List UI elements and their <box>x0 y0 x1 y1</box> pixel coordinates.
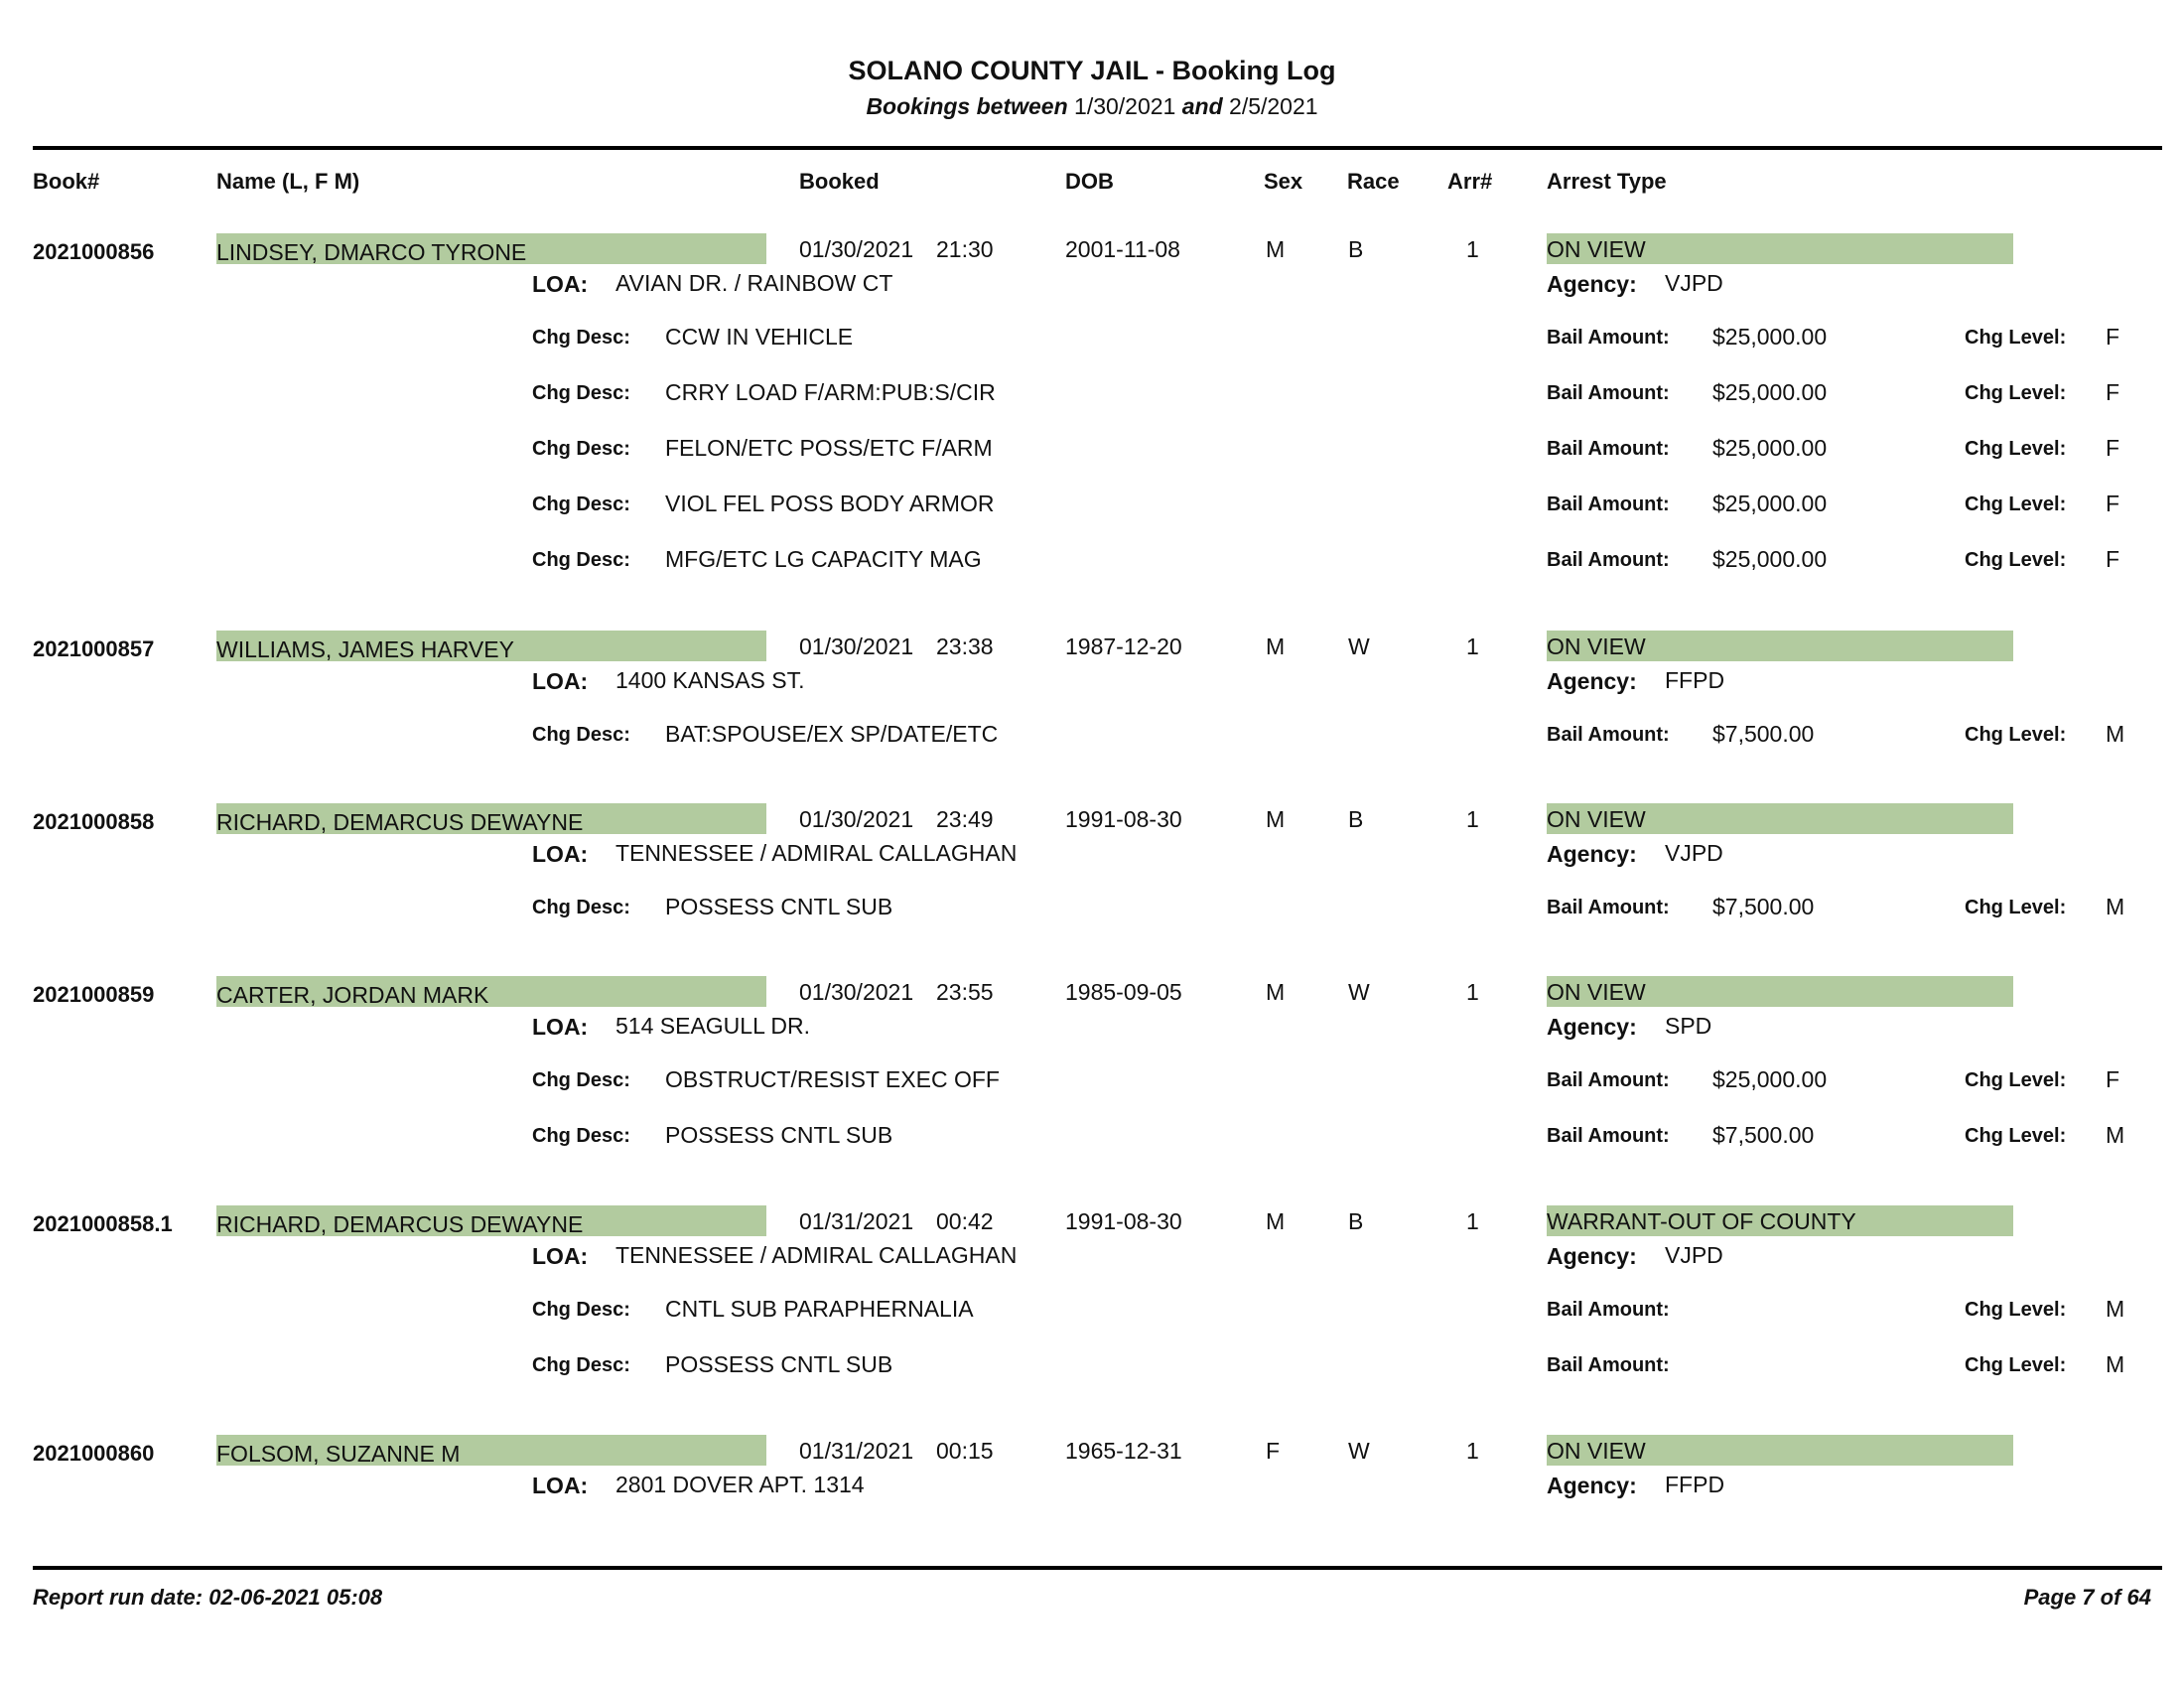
chg-level-label: Chg Level: <box>1965 1125 2067 1147</box>
dob: 1991-08-30 <box>1065 1208 1182 1234</box>
race: W <box>1348 1438 1370 1464</box>
chg-desc-label: Chg Desc: <box>532 1299 630 1321</box>
arrest-type: ON VIEW <box>1547 979 1646 1005</box>
booking-number: 2021000856 <box>33 239 155 264</box>
loa-value: 514 SEAGULL DR. <box>615 1013 811 1039</box>
booked-time: 23:38 <box>936 633 994 659</box>
bail-amount-label: Bail Amount: <box>1547 1354 1670 1376</box>
end-date: 2/5/2021 <box>1229 93 1318 119</box>
bail-amount-label: Bail Amount: <box>1547 724 1670 746</box>
booked-date: 01/30/2021 <box>799 633 914 659</box>
agency-value: SPD <box>1665 1013 1712 1039</box>
booked-date: 01/31/2021 <box>799 1208 914 1234</box>
chg-level-label: Chg Level: <box>1965 438 2067 460</box>
charge-description: CRRY LOAD F/ARM:PUB:S/CIR <box>665 379 996 405</box>
dob: 1987-12-20 <box>1065 633 1182 659</box>
arrest-number: 1 <box>1466 1208 1479 1234</box>
sex: M <box>1266 236 1286 262</box>
col-arrest-type: Arrest Type <box>1547 169 1667 194</box>
loa-label: LOA: <box>532 271 589 297</box>
loa-value: 1400 KANSAS ST. <box>615 667 805 693</box>
charge-level: M <box>2106 721 2125 747</box>
agency-label: Agency: <box>1547 1014 1637 1040</box>
booked-date: 01/30/2021 <box>799 806 914 832</box>
agency-value: VJPD <box>1665 270 1723 296</box>
booking-number: 2021000857 <box>33 636 155 661</box>
charge-description: MFG/ETC LG CAPACITY MAG <box>665 546 982 572</box>
subtitle-prefix: Bookings between <box>866 93 1068 119</box>
inmate-name: RICHARD, DEMARCUS DEWAYNE <box>216 809 584 835</box>
charge-description: BAT:SPOUSE/EX SP/DATE/ETC <box>665 721 999 747</box>
loa-label: LOA: <box>532 1243 589 1269</box>
booked-time: 00:42 <box>936 1208 994 1234</box>
booked-date: 01/30/2021 <box>799 979 914 1005</box>
arrest-type: ON VIEW <box>1547 236 1646 262</box>
loa-label: LOA: <box>532 1014 589 1040</box>
bail-amount: $7,500.00 <box>1712 1122 1815 1148</box>
agency-value: VJPD <box>1665 1242 1723 1268</box>
bail-amount: $25,000.00 <box>1712 491 1828 516</box>
loa-value: AVIAN DR. / RAINBOW CT <box>615 270 893 296</box>
report-run-date: Report run date: 02-06-2021 05:08 <box>33 1585 383 1610</box>
race: W <box>1348 979 1370 1005</box>
agency-value: FFPD <box>1665 667 1725 693</box>
bail-amount-label: Bail Amount: <box>1547 382 1670 404</box>
charge-description: FELON/ETC POSS/ETC F/ARM <box>665 435 993 461</box>
loa-label: LOA: <box>532 1473 589 1498</box>
charge-description: CNTL SUB PARAPHERNALIA <box>665 1296 974 1322</box>
sex: M <box>1266 1208 1286 1234</box>
arrest-type: ON VIEW <box>1547 633 1646 659</box>
sex: M <box>1266 979 1286 1005</box>
chg-level-label: Chg Level: <box>1965 382 2067 404</box>
arrest-type: ON VIEW <box>1547 1438 1646 1464</box>
bail-amount-label: Bail Amount: <box>1547 1299 1670 1321</box>
chg-desc-label: Chg Desc: <box>532 549 630 571</box>
charge-level: F <box>2106 435 2120 461</box>
race: B <box>1348 236 1364 262</box>
charge-level: F <box>2106 1066 2120 1092</box>
arrest-type: ON VIEW <box>1547 806 1646 832</box>
bail-amount: $25,000.00 <box>1712 546 1828 572</box>
col-name: Name (L, F M) <box>216 169 360 194</box>
bail-amount: $7,500.00 <box>1712 894 1815 919</box>
agency-label: Agency: <box>1547 668 1637 694</box>
booked-time: 21:30 <box>936 236 994 262</box>
charge-description: POSSESS CNTL SUB <box>665 1351 893 1377</box>
agency-label: Agency: <box>1547 1473 1637 1498</box>
chg-level-label: Chg Level: <box>1965 897 2067 918</box>
bail-amount-label: Bail Amount: <box>1547 1069 1670 1091</box>
bail-amount-label: Bail Amount: <box>1547 327 1670 349</box>
dob: 1965-12-31 <box>1065 1438 1182 1464</box>
bail-amount-label: Bail Amount: <box>1547 897 1670 918</box>
race: B <box>1348 1208 1364 1234</box>
chg-level-label: Chg Level: <box>1965 549 2067 571</box>
agency-label: Agency: <box>1547 841 1637 867</box>
race: W <box>1348 633 1370 659</box>
booking-number: 2021000859 <box>33 982 155 1007</box>
charge-level: F <box>2106 324 2120 350</box>
dob: 1985-09-05 <box>1065 979 1182 1005</box>
col-dob: DOB <box>1065 169 1114 194</box>
bail-amount-label: Bail Amount: <box>1547 1125 1670 1147</box>
bail-amount: $25,000.00 <box>1712 324 1828 350</box>
loa-value: TENNESSEE / ADMIRAL CALLAGHAN <box>615 840 1018 866</box>
arrest-number: 1 <box>1466 633 1479 659</box>
col-sex: Sex <box>1264 169 1303 194</box>
bail-amount-label: Bail Amount: <box>1547 493 1670 515</box>
agency-label: Agency: <box>1547 1243 1637 1269</box>
charge-description: VIOL FEL POSS BODY ARMOR <box>665 491 995 516</box>
booked-date: 01/30/2021 <box>799 236 914 262</box>
booked-time: 23:55 <box>936 979 994 1005</box>
col-booked: Booked <box>799 169 880 194</box>
chg-desc-label: Chg Desc: <box>532 493 630 515</box>
bail-amount-label: Bail Amount: <box>1547 549 1670 571</box>
inmate-name: CARTER, JORDAN MARK <box>216 982 489 1008</box>
sex: M <box>1266 806 1286 832</box>
chg-desc-label: Chg Desc: <box>532 1069 630 1091</box>
booking-number: 2021000858.1 <box>33 1211 173 1236</box>
chg-desc-label: Chg Desc: <box>532 438 630 460</box>
booked-time: 00:15 <box>936 1438 994 1464</box>
booking-number: 2021000860 <box>33 1441 155 1466</box>
charge-level: F <box>2106 546 2120 572</box>
chg-level-label: Chg Level: <box>1965 327 2067 349</box>
arrest-number: 1 <box>1466 806 1479 832</box>
dob: 1991-08-30 <box>1065 806 1182 832</box>
chg-level-label: Chg Level: <box>1965 1069 2067 1091</box>
chg-desc-label: Chg Desc: <box>532 1125 630 1147</box>
dob: 2001-11-08 <box>1065 236 1180 262</box>
chg-desc-label: Chg Desc: <box>532 724 630 746</box>
charge-description: CCW IN VEHICLE <box>665 324 854 350</box>
charge-level: M <box>2106 1122 2125 1148</box>
chg-level-label: Chg Level: <box>1965 493 2067 515</box>
inmate-name: FOLSOM, SUZANNE M <box>216 1441 461 1467</box>
charge-level: F <box>2106 491 2120 516</box>
loa-label: LOA: <box>532 841 589 867</box>
booked-date: 01/31/2021 <box>799 1438 914 1464</box>
col-race: Race <box>1347 169 1400 194</box>
report-title: SOLANO COUNTY JAIL - Booking Log <box>848 56 1336 85</box>
sex: M <box>1266 633 1286 659</box>
loa-value: TENNESSEE / ADMIRAL CALLAGHAN <box>615 1242 1018 1268</box>
agency-value: VJPD <box>1665 840 1723 866</box>
page-number: Page 7 of 64 <box>2023 1585 2151 1610</box>
charge-level: M <box>2106 1296 2125 1322</box>
inmate-name: WILLIAMS, JAMES HARVEY <box>216 636 514 662</box>
bail-amount: $25,000.00 <box>1712 379 1828 405</box>
arrest-number: 1 <box>1466 236 1479 262</box>
charge-description: OBSTRUCT/RESIST EXEC OFF <box>665 1066 1000 1092</box>
header-rule <box>33 146 2162 150</box>
col-arr: Arr# <box>1447 169 1493 194</box>
bail-amount: $7,500.00 <box>1712 721 1815 747</box>
arrest-number: 1 <box>1466 979 1479 1005</box>
bail-amount-label: Bail Amount: <box>1547 438 1670 460</box>
chg-level-label: Chg Level: <box>1965 1354 2067 1376</box>
race: B <box>1348 806 1364 832</box>
arrest-number: 1 <box>1466 1438 1479 1464</box>
chg-level-label: Chg Level: <box>1965 724 2067 746</box>
agency-label: Agency: <box>1547 271 1637 297</box>
inmate-name: RICHARD, DEMARCUS DEWAYNE <box>216 1211 584 1237</box>
agency-value: FFPD <box>1665 1472 1725 1497</box>
start-date: 1/30/2021 <box>1074 93 1176 119</box>
booked-time: 23:49 <box>936 806 994 832</box>
col-book: Book# <box>33 169 100 194</box>
subtitle-and: and <box>1181 93 1223 119</box>
booking-number: 2021000858 <box>33 809 155 834</box>
inmate-name: LINDSEY, DMARCO TYRONE <box>216 239 527 265</box>
charge-level: M <box>2106 894 2125 919</box>
chg-desc-label: Chg Desc: <box>532 382 630 404</box>
chg-desc-label: Chg Desc: <box>532 897 630 918</box>
charge-level: F <box>2106 379 2120 405</box>
charge-description: POSSESS CNTL SUB <box>665 1122 893 1148</box>
sex: F <box>1266 1438 1281 1464</box>
report-subtitle <box>0 93 2184 120</box>
footer-rule <box>33 1566 2162 1570</box>
chg-desc-label: Chg Desc: <box>532 1354 630 1376</box>
loa-value: 2801 DOVER APT. 1314 <box>615 1472 865 1497</box>
loa-label: LOA: <box>532 668 589 694</box>
charge-description: POSSESS CNTL SUB <box>665 894 893 919</box>
bail-amount: $25,000.00 <box>1712 435 1828 461</box>
chg-desc-label: Chg Desc: <box>532 327 630 349</box>
arrest-type: WARRANT-OUT OF COUNTY <box>1547 1208 1856 1234</box>
charge-level: M <box>2106 1351 2125 1377</box>
chg-level-label: Chg Level: <box>1965 1299 2067 1321</box>
bail-amount: $25,000.00 <box>1712 1066 1828 1092</box>
